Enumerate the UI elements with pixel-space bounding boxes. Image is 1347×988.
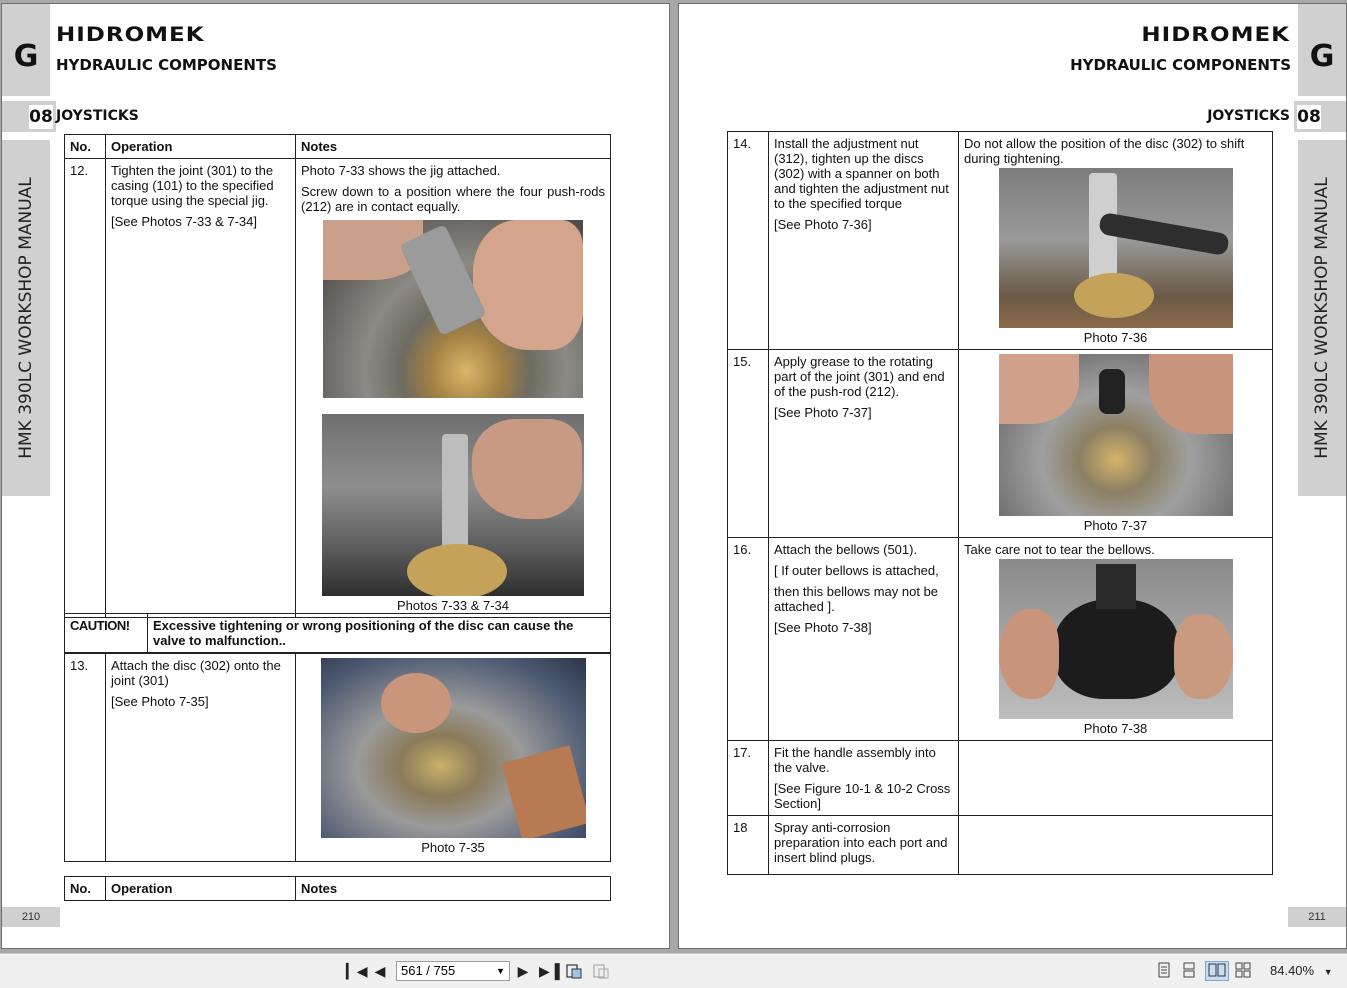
- next-page-icon[interactable]: ▶: [517, 963, 529, 979]
- operation-reference: [See Photo 7-37]: [774, 405, 872, 420]
- step-notes: [959, 741, 1273, 816]
- step-notes: [296, 654, 611, 862]
- step-operation: [769, 741, 959, 816]
- photo-7-36: [999, 168, 1233, 328]
- procedure-table-2: [64, 653, 611, 862]
- page-number-input[interactable]: [396, 961, 510, 981]
- table-row: [728, 132, 1273, 350]
- step-number: 16.: [728, 538, 769, 741]
- header-notes: Notes: [296, 877, 611, 901]
- chapter-number: 08: [29, 107, 53, 127]
- section-title: HYDRAULIC COMPONENTS: [1070, 56, 1291, 74]
- caution-table: [64, 613, 611, 653]
- caution-row: [65, 614, 611, 653]
- operation-reference: [See Photo 7-36]: [774, 217, 872, 232]
- procedure-table: [727, 131, 1273, 875]
- step-number: 13.: [65, 654, 106, 862]
- operation-text: Tighten the joint (301) to the casing (101) to the specified torque using the special jig.: [111, 163, 274, 208]
- chapter-title: JOYSTICKS: [56, 108, 139, 124]
- note-text: Do not allow the position of the disc (302) to shift during tightening.: [964, 136, 1245, 166]
- step-operation: [769, 816, 959, 875]
- single-page-view-icon[interactable]: [1156, 962, 1172, 980]
- step-number: 18: [728, 816, 769, 875]
- table-row: [728, 350, 1273, 538]
- header-no: No.: [65, 135, 106, 159]
- photo-7-35: [321, 658, 586, 838]
- step-operation: [106, 159, 296, 618]
- operation-reference: [See Photo 7-35]: [111, 694, 209, 709]
- hidromek-logo: HIDROMEK: [1141, 23, 1290, 47]
- photo-7-33: [323, 220, 583, 398]
- table-header-repeat: [64, 876, 611, 901]
- operation-text: [ If outer bellows is attached,: [774, 563, 939, 578]
- manual-title: HMK 390LC WORKSHOP MANUAL: [16, 177, 36, 459]
- section-title: HYDRAULIC COMPONENTS: [56, 56, 277, 74]
- first-page-icon[interactable]: ▎◀: [346, 963, 368, 979]
- step-notes: [959, 816, 1273, 875]
- operation-text: Spray anti-corrosion preparation into each port and insert blind plugs.: [774, 820, 948, 865]
- page-number: 210: [2, 907, 60, 927]
- header-no: No.: [65, 877, 106, 901]
- last-page-icon[interactable]: ▶▐: [539, 963, 560, 979]
- step-operation: [769, 538, 959, 741]
- step-number: 14.: [728, 132, 769, 350]
- operation-text: then this bellows may not be attached ].: [774, 584, 939, 614]
- two-page-view-icon[interactable]: [1205, 961, 1229, 981]
- operation-text: Attach the bellows (501).: [774, 542, 918, 557]
- step-operation: [769, 350, 959, 538]
- right-page: [678, 3, 1347, 949]
- table-row: [728, 538, 1273, 741]
- page-indicator: 561 / 755: [401, 963, 456, 978]
- header-notes: Notes: [296, 135, 611, 159]
- table-header-row: [65, 135, 611, 159]
- zoom-level[interactable]: [1270, 963, 1333, 978]
- table-row: [65, 159, 611, 618]
- table-row: [728, 741, 1273, 816]
- photo-caption: Photo 7-37: [1083, 518, 1148, 533]
- header-operation: Operation: [106, 877, 296, 901]
- fit-page-icon[interactable]: [565, 962, 583, 980]
- step-notes: [959, 538, 1273, 741]
- table-header-row: [65, 877, 611, 901]
- zoom-dropdown-icon[interactable]: ▼: [1323, 967, 1333, 977]
- previous-page-icon[interactable]: ◀: [374, 963, 386, 979]
- photo-7-34: [322, 414, 584, 596]
- side-tab: [2, 4, 50, 96]
- hidromek-logo: HIDROMEK: [56, 23, 205, 47]
- page-number: 211: [1288, 907, 1346, 927]
- fit-width-icon[interactable]: [592, 962, 610, 980]
- chevron-down-icon[interactable]: ▼: [496, 966, 505, 976]
- table-row: [728, 816, 1273, 875]
- note-text: Photo 7-33 shows the jig attached.: [301, 163, 501, 178]
- viewer-toolbar: [0, 953, 1347, 988]
- caution-text: Excessive tightening or wrong positioning of the disc can cause the valve to malfunction..: [148, 614, 611, 653]
- step-notes: [959, 350, 1273, 538]
- note-text: Screw down to a position where the four push-rods (212) are in contact equally.: [301, 184, 605, 214]
- side-band: [1298, 140, 1346, 496]
- step-notes: [959, 132, 1273, 350]
- continuous-view-icon[interactable]: [1181, 962, 1197, 980]
- zoom-value: 84.40%: [1270, 963, 1315, 978]
- chapter-number: 08: [1297, 107, 1321, 127]
- photo-7-38: [999, 559, 1233, 719]
- side-band: [2, 140, 50, 496]
- step-number: 17.: [728, 741, 769, 816]
- operation-reference: [See Photo 7-38]: [774, 620, 872, 635]
- table-row: [65, 654, 611, 862]
- header-operation: Operation: [106, 135, 296, 159]
- operation-reference: [See Figure 10-1 & 10-2 Cross Section]: [774, 781, 951, 811]
- step-operation: [106, 654, 296, 862]
- two-page-continuous-icon[interactable]: [1234, 962, 1252, 980]
- left-page: [1, 3, 670, 949]
- side-tab: [1298, 4, 1346, 96]
- photo-caption: Photo 7-35: [421, 840, 485, 855]
- step-operation: [769, 132, 959, 350]
- operation-text: Fit the handle assembly into the valve.: [774, 745, 936, 775]
- step-notes: [296, 159, 611, 618]
- chapter-title: JOYSTICKS: [1207, 108, 1290, 124]
- step-number: 15.: [728, 350, 769, 538]
- operation-text: Apply grease to the rotating part of the joint (301) and end of the push-rod (212).: [774, 354, 945, 399]
- photo-caption: Photos 7-33 & 7-34: [396, 598, 510, 613]
- caution-label: CAUTION!: [65, 614, 148, 653]
- section-letter: G: [1309, 39, 1335, 74]
- section-letter: G: [13, 39, 39, 74]
- operation-text: Install the adjustment nut (312), tighten up the discs (302) with a spanner on both and tighten the adjustment nut to the specified torque: [774, 136, 949, 211]
- operation-text: Attach the disc (302) onto the joint (301): [111, 658, 281, 688]
- procedure-table: [64, 134, 611, 618]
- photo-caption: Photo 7-38: [1083, 721, 1148, 736]
- photo-caption: Photo 7-36: [1083, 330, 1148, 345]
- photo-7-37: [999, 354, 1233, 516]
- manual-title: HMK 390LC WORKSHOP MANUAL: [1312, 177, 1332, 459]
- operation-reference: [See Photos 7-33 & 7-34]: [111, 214, 257, 229]
- note-text: Take care not to tear the bellows.: [964, 542, 1155, 557]
- step-number: 12.: [65, 159, 106, 618]
